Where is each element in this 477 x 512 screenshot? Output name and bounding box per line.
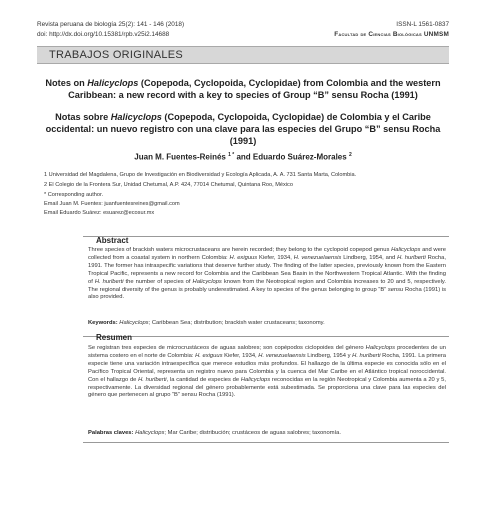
abstract-italic: H. exiguus xyxy=(229,254,258,261)
resumen-heading: Resumen xyxy=(96,333,133,342)
title-spanish xyxy=(37,111,449,147)
palabras-claves-genus: Halicyclops xyxy=(135,430,165,436)
corresponding-note: * Corresponding author. xyxy=(44,192,104,198)
keywords xyxy=(88,319,446,327)
email-author-1[interactable]: Email Juan M. Fuentes: juanfuentesreines@gmail.com xyxy=(44,201,180,207)
resumen-text: Lindberg, 1954 y xyxy=(305,352,353,359)
resumen-italic: Halicyclops xyxy=(240,376,271,383)
resumen-italic: H. venezuelaensis xyxy=(258,352,306,359)
journal-citation: Revista peruana de biología 25(2): 141 - 146 (2018) xyxy=(37,21,185,28)
section-banner xyxy=(37,46,449,64)
resumen-text: procedentes de un sistema costero en el norte de Colombia: xyxy=(88,345,446,359)
abstract-body xyxy=(88,247,446,302)
palabras-claves xyxy=(88,429,446,437)
title-en-text: Notes on xyxy=(45,78,88,88)
faculty-name: Facultad de Ciencias Biológicas UNMSM xyxy=(334,30,449,38)
keywords-label: Keywords: xyxy=(88,320,118,326)
title-en-text-rest: (Copepoda, Cyclopoida, Cyclopidae) from Colombia and the western Caribbean: a new record with a key to species of Group “B” sensu Rocha (1991) xyxy=(68,78,441,100)
issn: ISSN-L 1561-0837 xyxy=(396,21,449,28)
affiliation-2: 2 El Colegio de la Frontera Sur, Unidad Chetumal, A.P. 424, 77014 Chetumal, Quintana Roo, México xyxy=(44,182,293,188)
title-es-genus: Halicyclops xyxy=(110,112,162,122)
abstract-italic: Halicyclops xyxy=(391,247,421,253)
abstract-text: Rocha (1991) is also provided. xyxy=(88,286,446,301)
abstract-heading: Abstract xyxy=(96,236,129,245)
abstract-text: and were collected from a coastal system in northern Colombia: xyxy=(88,247,446,261)
resumen-text: reconocidas en la región Neotropical y Colombia aumenta a 20 y 5, respectivamente. La diversidad regional del género probablemente está subestimada. Se proporciona una clave para las especies del género que pertenecen al grupo “B” sensu Rocha (1991). xyxy=(88,376,446,399)
abstract-text: Rocha, 1991. The former has intraspecific variations that deserve further study. The finding of the latter species, previously known from the Eastern Tropical Pacific, represents a new record for Colombia and the Caribbean Sea Basin in the Northwestern Tropical Atlantic. With the finding of xyxy=(88,254,446,285)
abstract-italic: H. hurlberti xyxy=(94,278,124,285)
abstract-italic: H. venezuelaensis xyxy=(293,254,342,261)
abstract-italic: sensu xyxy=(387,286,404,293)
resumen-italic: H. hurlberti xyxy=(352,352,381,359)
resumen-text: Kiefer, 1934, xyxy=(222,352,259,359)
resumen-italic: H. hurlberti xyxy=(138,376,167,383)
palabras-claves-text: ; Mar Caribe; distribución; crustáceos de aguas salobres; taxonomía. xyxy=(164,430,341,436)
abstract-italic: H. hurlberti xyxy=(397,254,426,261)
author-1: Juan M. Fuentes-Reinés xyxy=(134,152,226,162)
keywords-genus: Halicyclops xyxy=(119,320,149,326)
journal-header-right xyxy=(334,20,449,39)
abstract-text: Kiefer, 1934, xyxy=(257,254,294,261)
resumen-italic: Halicyclops xyxy=(365,345,395,351)
author-list xyxy=(37,150,449,163)
title-english xyxy=(37,77,449,101)
title-es-text: Notas sobre xyxy=(55,112,111,122)
resumen-body xyxy=(88,345,446,400)
title-en-genus: Halicyclops xyxy=(87,78,139,88)
author-2-mark: 2 xyxy=(348,152,352,158)
author-2: Eduardo Suárez-Morales xyxy=(252,152,347,162)
author-connector: and xyxy=(234,152,253,162)
title-es-text-rest: (Copepoda, Cyclopoida, Cyclopidae) de Colombia y el Caribe occidental: un nuevo registro con una clave para las especies del Grupo “B” sensu Rocha (1991) xyxy=(45,112,441,146)
journal-header-left xyxy=(37,20,184,39)
section-label: TRABAJOS ORIGINALES xyxy=(49,49,184,61)
affiliation-1: 1 Universidad del Magdalena, Grupo de Investigación en Biodiversidad y Ecología Aplicada, A. A. 731 Santa Marta, Colombia. xyxy=(44,172,357,178)
resumen-text: , la cantidad de especies de xyxy=(166,376,241,383)
email-author-2[interactable]: Email Eduardo Suárez: esuarez@ecosur.mx xyxy=(44,210,155,216)
abstract-text: Three species of brackish waters microcrustaceans are herein recorded; they belong to the cyclopoid copepod genus xyxy=(88,247,392,253)
resumen-text: Rocha, 1991. La primera especie tiene una variación intraespecífica que merece estudios más profundos. El hallazgo de la última especie es conocida sólo en el Pacífico Tropical Oriental, representa un registro nuevo para Colombia y la cuenca del Mar Caribe en el Atlántico tropical noroccidental. Con el hallazgo de xyxy=(88,352,446,383)
author-1-mark: 1 * xyxy=(228,152,235,158)
resumen-italic: H. exiguus xyxy=(195,352,223,359)
abstract-italic: Halicyclops xyxy=(192,278,222,285)
resumen-text: Se registran tres especies de microcrustáceos de aguas salobres; son copépodos ciclopoides del género xyxy=(88,345,366,351)
abstract-text: known from the Neotropical region and Colombia increases to 20 and 5, respectively. The regional diversity of the genus is probably underestimated. A key to species of the genus belonging to group “B” xyxy=(88,278,447,293)
doi-link[interactable]: doi: http://dx.doi.org/10.15381/rpb.v25i2.14688 xyxy=(37,30,170,38)
palabras-claves-label: Palabras claves: xyxy=(88,430,134,436)
keywords-text: ; Caribbean Sea; distribution; brackish water crustaceans; taxonomy. xyxy=(148,320,325,326)
abstract-text: the number of species of xyxy=(123,278,193,285)
abstract-text: Lindberg, 1954, and xyxy=(341,254,398,261)
